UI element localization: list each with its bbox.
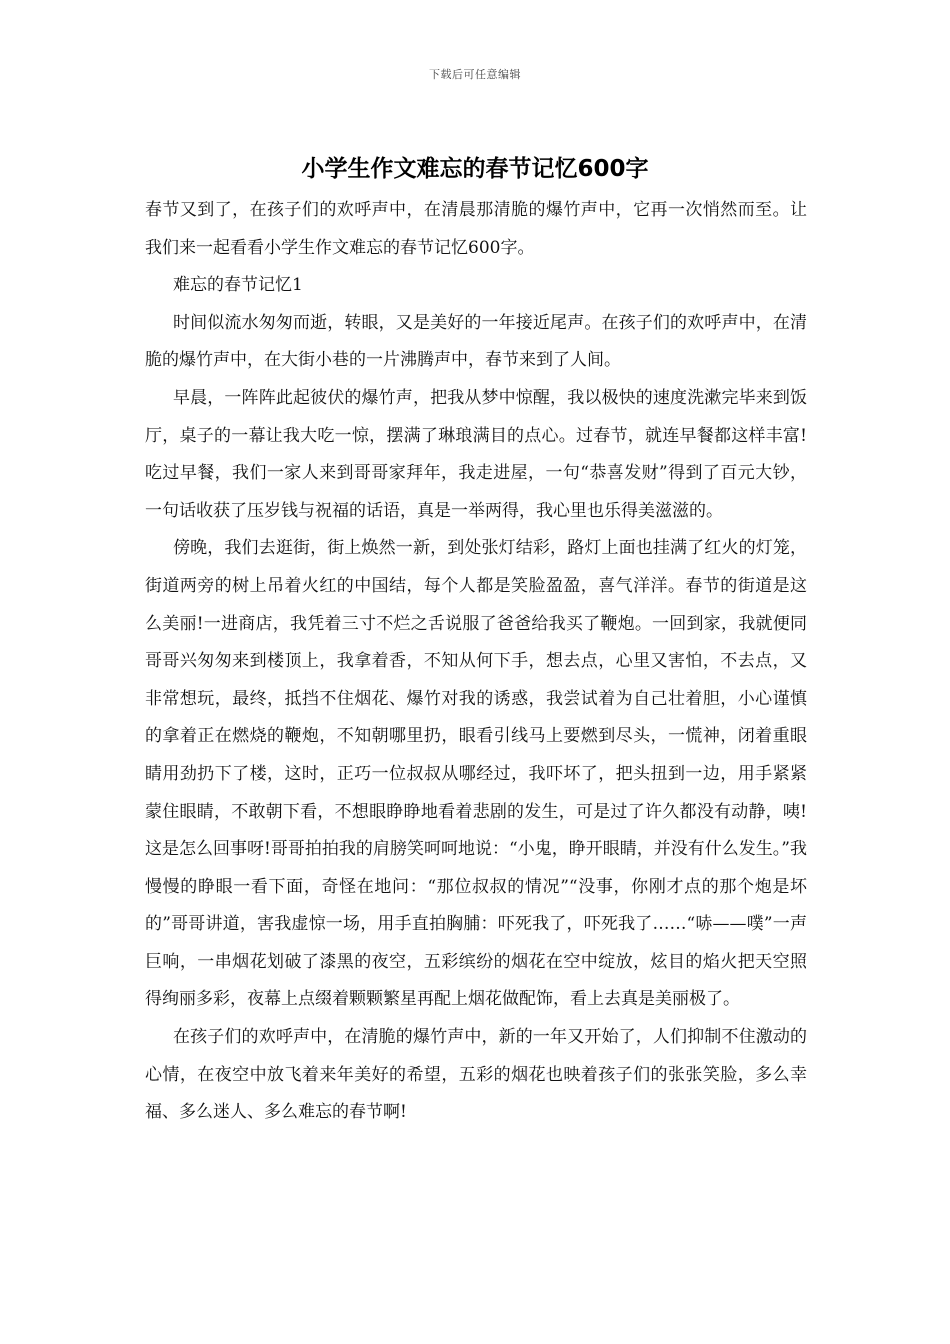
section-heading: 难忘的春节记忆1 [173, 275, 303, 296]
page-header-note: 下载后可任意编辑 [429, 68, 521, 81]
body-paragraph: 早晨，一阵阵此起彼伏的爆竹声，把我从梦中惊醒，我以极快的速度洗漱完毕来到饭厅，桌子的一幕让我大吃一惊，摆满了琳琅满目的点心。过春节，就连早餐都这样丰富!吃过早餐，我们一家人来到哥哥家拜年，我走进屋，一句“恭喜发财”得到了百元大钞，一句话收获了压岁钱与祝福的话语，真是一举两得，我心里也乐得美滋滋的。 [145, 387, 807, 521]
body-paragraph: 傍晚，我们去逛街，街上焕然一新，到处张灯结彩，路灯上面也挂满了红火的灯笼，街道两旁的树上吊着火红的中国结，每个人都是笑脸盈盈，喜气洋洋。春节的街道是这么美丽!一进商店，我凭着三寸不烂之舌说服了爸爸给我买了鞭炮。一回到家，我就便同哥哥兴匆匆来到楼顶上，我拿着香，不知从何下手，想去点，心里又害怕，不去点，又非常想玩，最终，抵挡不住烟花、爆竹对我的诱惑，我尝试着为自己壮着胆，小心谨慎的拿着正在燃烧的鞭炮，不知朝哪里扔，眼看引线马上要燃到尽头，一慌神，闭着重眼睛用劲扔下了楼，这时，正巧一位叔叔从哪经过，我吓坏了，把头扭到一边，用手紧紧蒙住眼睛，不敢朝下看，不想眼睁睁地看着悲剧的发生，可是过了许久都没有动静，咦!这是怎么回事呀!哥哥拍拍我的肩膀笑呵呵地说：“小鬼，睁开眼睛，并没有什么发生。”我慢慢的睁眼一看下面，奇怪在地问：“那位叔叔的情况”“没事，你刚才点的那个炮是坏的”哥哥讲道，害我虚惊一场，用手直拍胸脯：吓死我了，吓死我了……“哧——噗”一声巨响，一串烟花划破了漆黑的夜空，五彩缤纷的烟花在空中绽放，炫目的焰火把天空照得绚丽多彩，夜幕上点缀着颗颗繁星再配上烟花做配饰，看上去真是美丽极了。 [145, 538, 807, 1010]
document-title: 小学生作文难忘的春节记忆600字 [301, 156, 649, 182]
body-paragraph: 在孩子们的欢呼声中，在清脆的爆竹声中，新的一年又开始了，人们抑制不住激动的心情，在夜空中放飞着来年美好的希望，五彩的烟花也映着孩子们的张张笑脸，多么幸福、多么迷人、多么难忘的春节啊! [145, 1027, 807, 1123]
document-body [145, 192, 807, 1132]
body-paragraph: 时间似流水匆匆而逝，转眼，又是美好的一年接近尾声。在孩子们的欢呼声中，在清脆的爆竹声中，在大街小巷的一片沸腾声中，春节来到了人间。 [145, 312, 807, 371]
intro-paragraph: 春节又到了，在孩子们的欢呼声中，在清晨那清脆的爆竹声中，它再一次悄然而至。让我们来一起看看小学生作文难忘的春节记忆600字。 [145, 200, 807, 258]
